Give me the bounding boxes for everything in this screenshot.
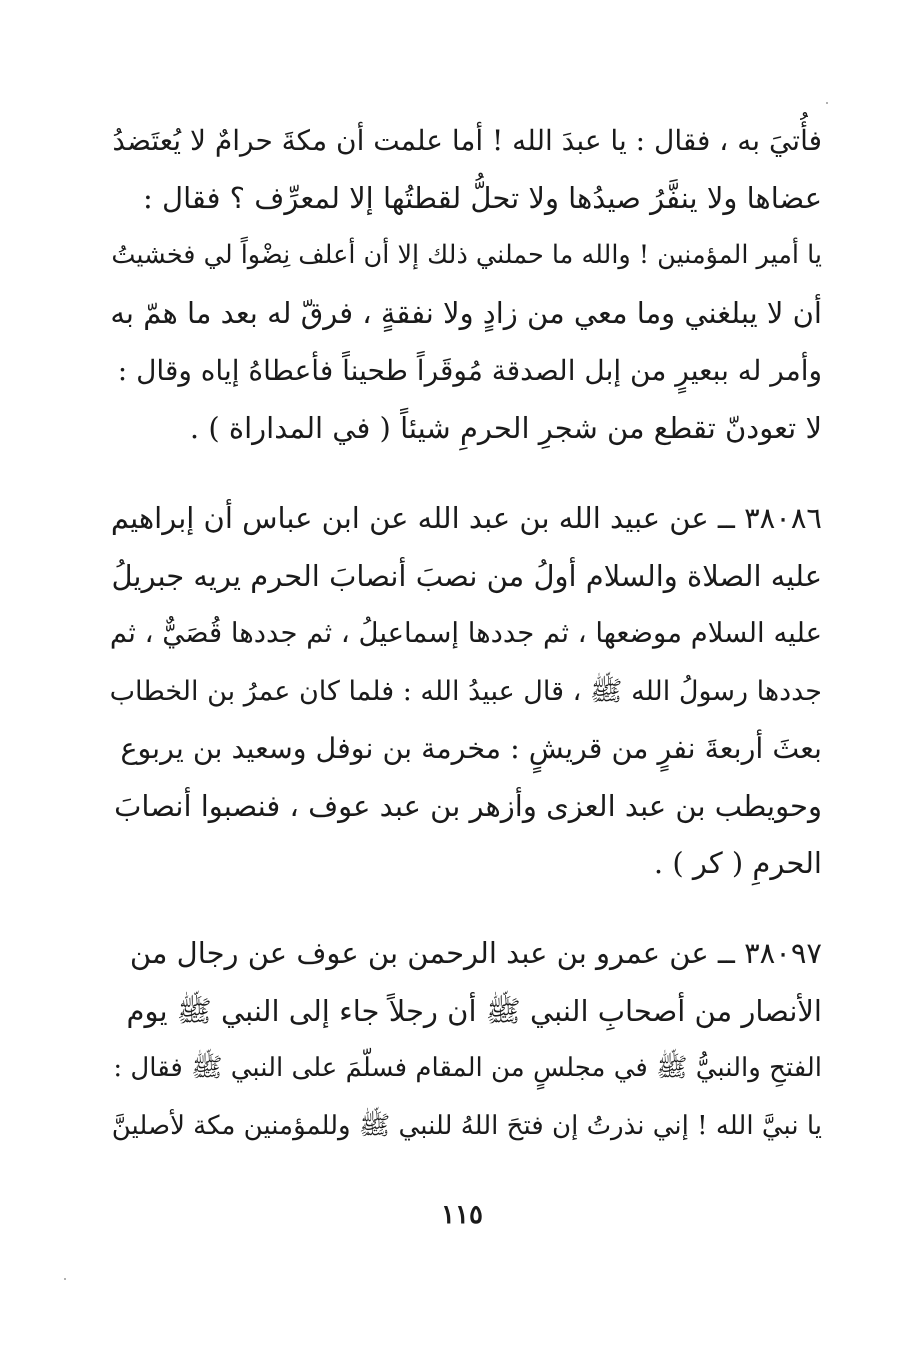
text-line: أن لا يبلغني وما معي من زادٍ ولا نفقةٍ ، فرقّ له بعد ما همّ به bbox=[110, 295, 822, 330]
text-line: الفتحِ والنبيُّ ﷺ في مجلسٍ من المقام فسلّمَ على النبي ﷺ فقال : bbox=[113, 1053, 822, 1083]
text-line: ٣٨٠٨٦ ــ عن عبيد الله بن عبد الله عن ابن عباس أن إبراهيم bbox=[110, 501, 822, 535]
text-line: عضاها ولا ينفَّرُ صيدُها ولا تحلُّ لقطتُها إلا لمعرِّف ؟ فقال : bbox=[143, 180, 822, 215]
text-line: بعثَ أربعةَ نفرٍ من قريشٍ : مخرمة بن نوفل وسعيد بن يربوع bbox=[120, 732, 822, 765]
text-line: وأمر له ببعيرٍ من إبل الصدقة مُوقَراً طحيناً فأعطاهُ إياه وقال : bbox=[117, 354, 822, 387]
paragraph-continued bbox=[110, 112, 822, 457]
text-line: الأنصار من أصحابِ النبي ﷺ أن رجلاً جاء إلى النبي ﷺ يوم bbox=[126, 993, 822, 1028]
text-line: يا أمير المؤمنين ! والله ما حملني ذلك إلا أن أعلف نِضْواً لي فخشيتُ bbox=[111, 240, 822, 270]
text-line: لا تعودنّ تقطع من شجرِ الحرمِ شيئاً ( في المداراة ) . bbox=[189, 410, 822, 445]
text-line: فأُتيَ به ، فقال : يا عبدَ الله ! أما علمت أن مكةَ حرامٌ لا يُعتَضدُ bbox=[112, 124, 822, 157]
hadith-38097 bbox=[110, 925, 822, 1155]
text-line: ٣٨٠٩٧ ــ عن عمرو بن عبد الرحمن بن عوف عن رجال من bbox=[129, 936, 822, 970]
text-line: وحويطب بن عبد العزى وأزهر بن عبد عوف ، فنصبوا أنصابَ bbox=[114, 788, 822, 823]
hadith-38086 bbox=[110, 490, 822, 893]
text-line: يا نبيَّ الله ! إني نذرتُ إن فتحَ اللهُ للنبي ﷺ وللمؤمنين مكة لأصلينَّ bbox=[111, 1110, 822, 1141]
scan-speck bbox=[826, 102, 828, 104]
text-line: عليه السلام موضعها ، ثم جددها إسماعيلُ ، ثم جددها قُصَيٌّ ، ثم bbox=[110, 617, 822, 649]
text-line: عليه الصلاة والسلام أولُ من نصبَ أنصابَ الحرم يريه جبريلُ bbox=[111, 558, 822, 593]
page-number: ١١٥ bbox=[441, 1200, 483, 1230]
text-line: جددها رسولُ الله ﷺ ، قال عبيدُ الله : فلما كان عمرُ بن الخطاب bbox=[110, 675, 822, 707]
scan-speck bbox=[64, 1278, 66, 1280]
text-line: الحرمِ ( كر ) . bbox=[653, 846, 822, 880]
